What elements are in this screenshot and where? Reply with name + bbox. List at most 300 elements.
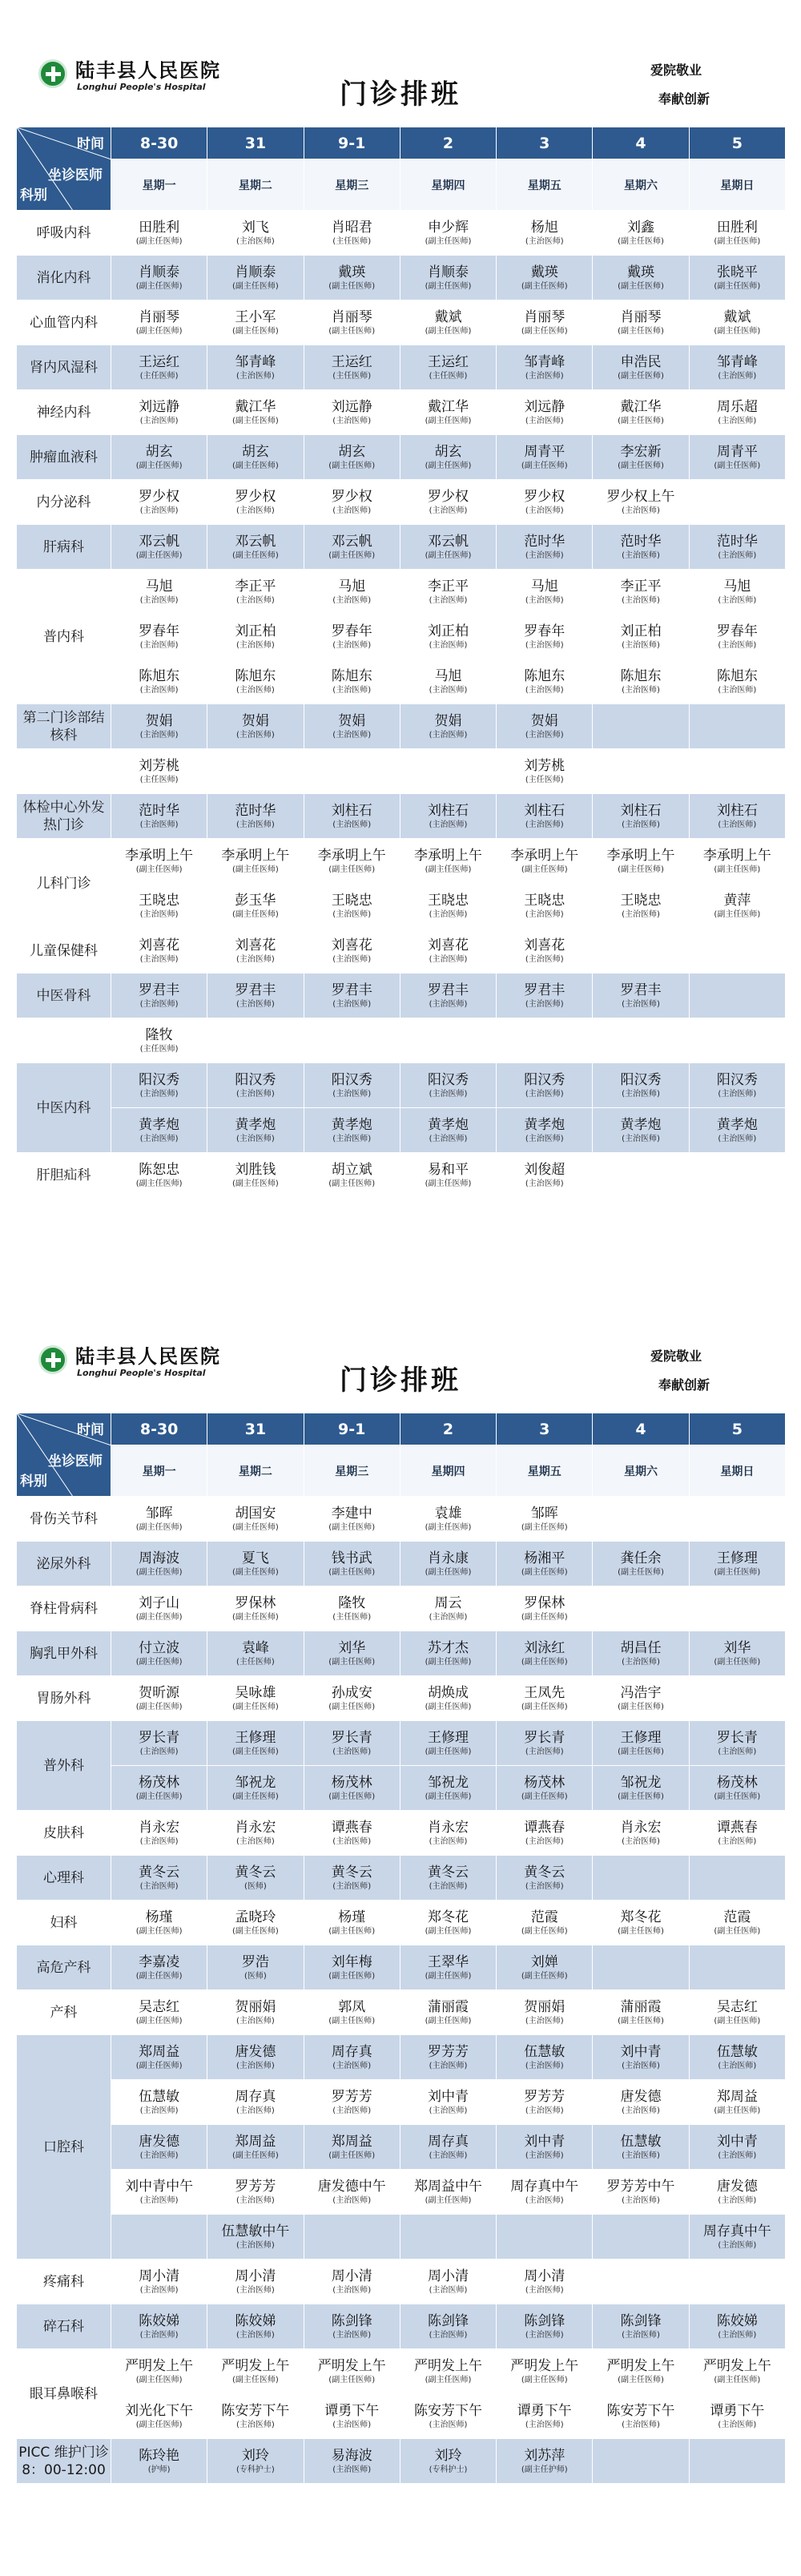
doctor-cell xyxy=(497,345,593,390)
doctor-cell xyxy=(497,1766,593,1811)
doctor-title: (主治医师) xyxy=(525,595,564,605)
doctor-title: (主治医师) xyxy=(718,2420,757,2429)
table-row xyxy=(17,1945,786,1990)
doctor-name: 胡焕成 xyxy=(427,1684,469,1701)
doctor-name: 刘玲 xyxy=(241,2447,269,2464)
doctor-title: (主治医师) xyxy=(718,2330,757,2340)
doctor-name: 罗芳芳 xyxy=(235,2178,276,2195)
doctor-title: (副主任医师) xyxy=(232,1792,279,1801)
table-row xyxy=(17,1856,786,1901)
doctor-name: 蒲丽霞 xyxy=(427,1998,469,2015)
doctor-title: (副主任医师) xyxy=(328,2375,376,2385)
table-row xyxy=(17,884,786,929)
doctor-title: (副主任医师) xyxy=(618,416,664,425)
doctor-title: (主治医师) xyxy=(332,506,372,515)
doctor-cell xyxy=(111,2394,207,2439)
doctor-cell xyxy=(689,2304,785,2349)
doctor-cell xyxy=(304,884,400,929)
doctor-title: (主治医师) xyxy=(332,2420,372,2429)
motto-line: 爱院敬业 xyxy=(650,62,702,78)
doctor-name: 周存真 xyxy=(427,2133,469,2150)
doctor-name: 罗少权 xyxy=(331,488,372,505)
table-corner xyxy=(17,127,111,211)
table-row xyxy=(17,480,786,525)
doctor-name: 黄孝炮 xyxy=(716,1116,758,1133)
doctor-title: (主治医师) xyxy=(429,730,468,740)
doctor-cell xyxy=(111,435,207,480)
doctor-cell xyxy=(111,1945,207,1990)
doctor-title: (副主任医师) xyxy=(328,461,376,470)
doctor-name: 罗春年 xyxy=(524,623,566,639)
weekday-cell: 星期三 xyxy=(304,1445,400,1497)
doctor-name: 王修理 xyxy=(620,1729,662,1746)
doctor-title: (副主任医师) xyxy=(328,865,376,874)
doctor-title: (主治医师) xyxy=(236,2420,275,2429)
department-cell: 胸乳甲外科 xyxy=(17,1631,111,1676)
date-cell: 8-30 xyxy=(111,127,207,159)
doctor-cell xyxy=(689,1542,785,1586)
doctor-cell xyxy=(400,749,496,794)
department-cell: 骨伤关节科 xyxy=(17,1497,111,1542)
doctor-title: (主治医师) xyxy=(622,1089,660,1099)
doctor-title: (副主任医师) xyxy=(618,461,664,470)
doctor-name: 杨瑾 xyxy=(145,1909,173,1925)
doctor-name: 阳汉秀 xyxy=(427,1071,469,1088)
doctor-name: 刘远静 xyxy=(331,398,372,415)
doctor-cell xyxy=(207,1497,304,1542)
doctor-cell xyxy=(689,570,785,615)
doctor-name: 黄冬云 xyxy=(139,1864,180,1881)
table-row xyxy=(17,1586,786,1631)
department-cell: PICC 维护门诊 8：00-12:00 xyxy=(17,2439,111,2484)
doctor-title: (主治医师) xyxy=(429,2420,468,2429)
doctor-name: 范时华 xyxy=(139,802,180,819)
doctor-cell xyxy=(593,2170,689,2215)
doctor-title: (主治医师) xyxy=(525,820,564,829)
doctor-name: 罗君丰 xyxy=(331,982,372,998)
doctor-title: (副主任医师) xyxy=(232,326,279,336)
doctor-cell xyxy=(593,1018,689,1063)
doctor-title: (副主任医师) xyxy=(328,1792,376,1801)
doctor-cell xyxy=(304,2304,400,2349)
doctor-name: 胡国安 xyxy=(235,1505,276,1522)
doctor-cell xyxy=(207,256,304,300)
doctor-cell xyxy=(304,1990,400,2035)
doctor-name: 肖顺泰 xyxy=(235,264,276,280)
doctor-title: (主治医师) xyxy=(622,2151,660,2160)
doctor-title: (副主任医师) xyxy=(135,1971,183,1981)
doctor-title: (主治医师) xyxy=(332,1747,372,1756)
doctor-title: (副主任医师) xyxy=(328,550,376,560)
table-row xyxy=(17,1631,786,1676)
doctor-name: 肖永康 xyxy=(427,1550,469,1566)
doctor-name: 周云 xyxy=(434,1594,462,1611)
doctor-cell xyxy=(497,1990,593,2035)
doctor-cell xyxy=(400,1856,496,1901)
doctor-name: 陈旭东 xyxy=(235,667,276,684)
doctor-title: (主治医师) xyxy=(332,2195,372,2205)
doctor-name: 王修理 xyxy=(427,1729,469,1746)
doctor-name: 刘苏萍 xyxy=(524,2447,566,2464)
doctor-title: (副主任医师) xyxy=(232,1612,279,1622)
doctor-cell xyxy=(207,570,304,615)
doctor-cell xyxy=(400,1631,496,1676)
doctor-title: (副主任医师) xyxy=(618,1792,664,1801)
doctor-name: 戴斌 xyxy=(723,308,751,325)
doctor-name: 范时华 xyxy=(235,802,276,819)
doctor-title: (主治医师) xyxy=(139,640,179,650)
doctor-cell xyxy=(689,704,785,749)
doctor-title: (主治医师) xyxy=(139,954,179,964)
doctor-cell xyxy=(400,1945,496,1990)
doctor-cell xyxy=(593,2215,689,2260)
doctor-cell xyxy=(304,2349,400,2394)
doctor-cell xyxy=(304,1676,400,1721)
doctor-title: (副主任医师) xyxy=(425,2195,472,2205)
doctor-title: (副主任医师) xyxy=(135,1522,183,1532)
doctor-cell xyxy=(304,749,400,794)
doctor-title: (主治医师) xyxy=(622,820,660,829)
doctor-name: 戴江华 xyxy=(235,398,276,415)
doctor-title: (主治医师) xyxy=(429,909,468,919)
doctor-cell xyxy=(593,525,689,570)
doctor-title: (主治医师) xyxy=(718,1089,757,1099)
table-row xyxy=(17,659,786,704)
doctor-name: 周小清 xyxy=(427,2268,469,2284)
doctor-title: (副主任医师) xyxy=(135,1926,183,1936)
doctor-cell xyxy=(593,884,689,929)
doctor-title: (副主任医师) xyxy=(425,1926,472,1936)
doctor-title: (主治医师) xyxy=(622,1657,660,1667)
doctor-name: 邹晖 xyxy=(530,1505,558,1522)
doctor-cell xyxy=(304,390,400,435)
doctor-name: 戴瑛 xyxy=(530,264,558,280)
doctor-name: 邹青峰 xyxy=(524,353,566,370)
doctor-cell xyxy=(689,1063,785,1108)
doctor-title: (副主任医师) xyxy=(618,1567,664,1577)
doctor-cell xyxy=(304,1586,400,1631)
department-cell: 呼吸内科 xyxy=(17,211,111,256)
doctor-name: 罗长青 xyxy=(524,1729,566,1746)
doctor-cell xyxy=(400,2439,496,2484)
doctor-title: (主治医师) xyxy=(622,506,660,515)
table-row xyxy=(17,615,786,659)
doctor-name: 刘芳桃 xyxy=(139,757,180,774)
doctor-name: 周小清 xyxy=(331,2268,372,2284)
doctor-cell xyxy=(111,525,207,570)
doctor-cell xyxy=(304,211,400,256)
doctor-cell xyxy=(207,659,304,704)
doctor-title: (主治医师) xyxy=(139,909,179,919)
doctor-cell xyxy=(304,2215,400,2260)
doctor-cell xyxy=(207,1586,304,1631)
doctor-cell xyxy=(111,659,207,704)
doctor-name: 李正平 xyxy=(235,578,276,595)
doctor-cell xyxy=(593,2439,689,2484)
table-row xyxy=(17,929,786,974)
table-row xyxy=(17,345,786,390)
doctor-title: (主治医师) xyxy=(332,954,372,964)
department-cell: 疼痛科 xyxy=(17,2260,111,2304)
doctor-cell xyxy=(497,1018,593,1063)
doctor-title: (副主任医师) xyxy=(135,1567,183,1577)
doctor-cell xyxy=(689,929,785,974)
doctor-title: (主治医师) xyxy=(332,2285,372,2295)
doctor-cell xyxy=(111,615,207,659)
table-row xyxy=(17,2394,786,2439)
doctor-name: 罗少权 xyxy=(427,488,469,505)
doctor-name: 邓云帆 xyxy=(331,533,372,550)
doctor-title: (副主任医师) xyxy=(232,1926,279,1936)
date-header-row xyxy=(17,1413,786,1445)
page-header xyxy=(0,1286,801,1406)
doctor-title: (副主任医师) xyxy=(135,1612,183,1622)
doctor-name: 郑周益 xyxy=(331,2133,372,2150)
table-row xyxy=(17,2304,786,2349)
doctor-title: (主治医师) xyxy=(139,2285,179,2295)
doctor-name: 李嘉凌 xyxy=(139,1953,180,1970)
doctor-name: 刘远静 xyxy=(139,398,180,415)
doctor-name: 黄孝炮 xyxy=(139,1116,180,1133)
doctor-title: (副主任医师) xyxy=(135,326,183,336)
doctor-title: (主治医师) xyxy=(525,1179,564,1188)
doctor-title: (主治医师) xyxy=(525,999,564,1009)
hospital-motto xyxy=(650,1342,710,1400)
doctor-name: 王小军 xyxy=(235,308,276,325)
doctor-title: (副主任医师) xyxy=(521,326,568,336)
doctor-name: 罗君丰 xyxy=(524,982,566,998)
doctor-title: (副主任医师) xyxy=(232,550,279,560)
doctor-title: (副主任医师) xyxy=(521,1702,568,1711)
doctor-name: 阳汉秀 xyxy=(524,1071,566,1088)
doctor-cell xyxy=(593,300,689,345)
doctor-cell xyxy=(400,1108,496,1153)
doctor-name: 陈安芳下午 xyxy=(413,2402,482,2419)
doctor-cell xyxy=(111,480,207,525)
doctor-name: 王晓忠 xyxy=(620,892,662,909)
department-cell: 胃肠外科 xyxy=(17,1676,111,1721)
doctor-name: 陈剑锋 xyxy=(331,2312,372,2329)
doctor-title: (主治医师) xyxy=(525,730,564,740)
doctor-title: (主治医师) xyxy=(525,1747,564,1756)
doctor-title: (主治医师) xyxy=(429,506,468,515)
doctor-cell xyxy=(689,2260,785,2304)
doctor-cell xyxy=(400,615,496,659)
doctor-cell xyxy=(689,1766,785,1811)
doctor-cell xyxy=(689,390,785,435)
doctor-cell xyxy=(497,211,593,256)
doctor-title: (主治医师) xyxy=(429,595,468,605)
doctor-cell xyxy=(497,929,593,974)
doctor-cell xyxy=(207,390,304,435)
department-cell: 第二门诊部结核科 xyxy=(17,704,111,749)
doctor-cell xyxy=(497,1542,593,1586)
doctor-cell xyxy=(593,929,689,974)
doctor-title: (副主任医师) xyxy=(618,865,664,874)
doctor-name: 邹祝龙 xyxy=(620,1774,662,1791)
doctor-name: 严明发上午 xyxy=(413,2357,482,2374)
doctor-cell xyxy=(207,1990,304,2035)
doctor-cell xyxy=(111,1631,207,1676)
doctor-cell xyxy=(400,480,496,525)
doctor-cell xyxy=(400,1990,496,2035)
doctor-name: 严明发上午 xyxy=(221,2357,290,2374)
doctor-name: 黄冬云 xyxy=(331,1864,372,1881)
doctor-title: (主治医师) xyxy=(139,1881,179,1891)
doctor-cell xyxy=(689,2080,785,2125)
doctor-title: (主治医师) xyxy=(622,595,660,605)
doctor-cell xyxy=(111,300,207,345)
weekday-cell: 星期日 xyxy=(689,159,785,211)
doctor-cell xyxy=(400,1811,496,1856)
doctor-name: 伍慧敏 xyxy=(524,2043,566,2060)
doctor-name: 周青平 xyxy=(524,443,566,460)
doctor-title: (主治医师) xyxy=(139,595,179,605)
doctor-cell xyxy=(497,1063,593,1108)
doctor-name: 刘柱石 xyxy=(427,802,469,819)
doctor-name: 陈剑锋 xyxy=(524,2312,566,2329)
doctor-cell xyxy=(111,2260,207,2304)
doctor-name: 胡玄 xyxy=(241,443,269,460)
doctor-cell xyxy=(689,256,785,300)
doctor-title: (副主任医师) xyxy=(425,1179,472,1188)
doctor-title: (主治医师) xyxy=(718,820,757,829)
doctor-name: 严明发上午 xyxy=(317,2357,386,2374)
doctor-title: (主治医师) xyxy=(139,1089,179,1099)
date-cell: 5 xyxy=(689,1413,785,1445)
doctor-title: (主治医师) xyxy=(429,999,468,1009)
doctor-title: (副主任医师) xyxy=(714,865,761,874)
doctor-name: 易和平 xyxy=(427,1161,469,1178)
doctor-title: (主治医师) xyxy=(622,2330,660,2340)
doctor-cell xyxy=(400,2304,496,2349)
doctor-title: (主治医师) xyxy=(139,999,179,1009)
doctor-cell xyxy=(111,1721,207,1766)
doctor-name: 胡玄 xyxy=(338,443,366,460)
doctor-title: (副主任医师) xyxy=(521,1522,568,1532)
doctor-name: 邓云帆 xyxy=(235,533,276,550)
doctor-name: 王运红 xyxy=(427,353,469,370)
doctor-cell xyxy=(497,2125,593,2170)
doctor-name: 王运红 xyxy=(139,353,180,370)
weekday-cell: 星期四 xyxy=(400,1445,496,1497)
date-cell: 2 xyxy=(400,1413,496,1445)
doctor-cell xyxy=(207,1766,304,1811)
table-row xyxy=(17,390,786,435)
doctor-name: 罗少权 xyxy=(235,488,276,505)
doctor-title: (主治医师) xyxy=(332,1836,372,1846)
department-cell: 体检中心外发热门诊 xyxy=(17,794,111,839)
doctor-cell xyxy=(304,929,400,974)
weekday-cell: 星期二 xyxy=(207,1445,304,1497)
doctor-cell xyxy=(207,211,304,256)
doctor-cell xyxy=(111,1901,207,1945)
doctor-title: (副主任医师) xyxy=(521,1657,568,1667)
doctor-title: (副主任医师) xyxy=(425,1702,472,1711)
doctor-title: (主任医师) xyxy=(139,775,179,784)
doctor-cell xyxy=(593,2260,689,2304)
doctor-name: 彭玉华 xyxy=(235,892,276,909)
doctor-cell xyxy=(304,2080,400,2125)
doctor-name: 范霞 xyxy=(723,1909,751,1925)
doctor-cell xyxy=(593,345,689,390)
doctor-cell xyxy=(497,2304,593,2349)
doctor-name: 孟晓玲 xyxy=(235,1909,276,1925)
date-cell: 5 xyxy=(689,127,785,159)
doctor-name: 杨茂林 xyxy=(139,1774,180,1791)
date-cell: 9-1 xyxy=(304,1413,400,1445)
doctor-name: 钱书武 xyxy=(331,1550,372,1566)
doctor-name: 陈旭东 xyxy=(139,667,180,684)
doctor-name: 夏飞 xyxy=(241,1550,269,1566)
doctor-title: (主治医师) xyxy=(139,1134,179,1143)
doctor-cell xyxy=(304,2170,400,2215)
doctor-title: (主治医师) xyxy=(622,550,660,560)
doctor-cell xyxy=(689,1586,785,1631)
doctor-title: (副主任医师) xyxy=(521,1567,568,1577)
table-row xyxy=(17,2170,786,2215)
doctor-title: (副主任医师) xyxy=(328,281,376,291)
doctor-name: 陈剑锋 xyxy=(427,2312,469,2329)
doctor-cell xyxy=(111,1990,207,2035)
table-row xyxy=(17,1766,786,1811)
motto-line: 奉献创新 xyxy=(658,91,710,107)
doctor-cell xyxy=(304,300,400,345)
doctor-name: 马旭 xyxy=(434,667,462,684)
doctor-name: 贺丽娟 xyxy=(235,1998,276,2015)
doctor-cell xyxy=(497,570,593,615)
doctor-cell xyxy=(207,1856,304,1901)
doctor-cell xyxy=(111,1766,207,1811)
weekday-header-row xyxy=(17,1445,786,1497)
table-row xyxy=(17,1497,786,1542)
doctor-name: 王晓忠 xyxy=(524,892,566,909)
doctor-cell xyxy=(497,1945,593,1990)
doctor-cell xyxy=(497,1901,593,1945)
doctor-name: 冯浩宇 xyxy=(620,1684,662,1701)
doctor-name: 刘柱石 xyxy=(716,802,758,819)
doctor-title: (主治医师) xyxy=(236,1134,275,1143)
doctor-name: 刘泳红 xyxy=(524,1639,566,1656)
doctor-cell xyxy=(111,749,207,794)
doctor-cell xyxy=(304,2125,400,2170)
doctor-name: 王运红 xyxy=(331,353,372,370)
doctor-name: 易海波 xyxy=(331,2447,372,2464)
table-row xyxy=(17,435,786,480)
doctor-cell xyxy=(497,2035,593,2080)
doctor-title: (主治医师) xyxy=(718,1134,757,1143)
table-row xyxy=(17,211,786,256)
doctor-title: (副主任医师) xyxy=(232,865,279,874)
doctor-title: (主治医师) xyxy=(236,999,275,1009)
doctor-title: (主治医师) xyxy=(622,685,660,695)
doctor-title: (主治医师) xyxy=(236,2330,275,2340)
doctor-name: 唐发德中午 xyxy=(317,2178,386,2195)
schedule-table xyxy=(16,1413,786,2484)
doctor-cell xyxy=(689,884,785,929)
doctor-name: 罗长青 xyxy=(331,1729,372,1746)
doctor-name: 肖丽琴 xyxy=(139,308,180,325)
doctor-cell xyxy=(304,1153,400,1198)
doctor-cell xyxy=(497,615,593,659)
doctor-name: 陈姣娣 xyxy=(139,2312,180,2329)
doctor-name: 黄孝炮 xyxy=(620,1116,662,1133)
doctor-cell xyxy=(207,1676,304,1721)
doctor-title: (主治医师) xyxy=(236,2285,275,2295)
doctor-title: (副主任医师) xyxy=(232,1747,279,1756)
doctor-cell xyxy=(111,2349,207,2394)
doctor-name: 罗少权上午 xyxy=(606,488,675,505)
